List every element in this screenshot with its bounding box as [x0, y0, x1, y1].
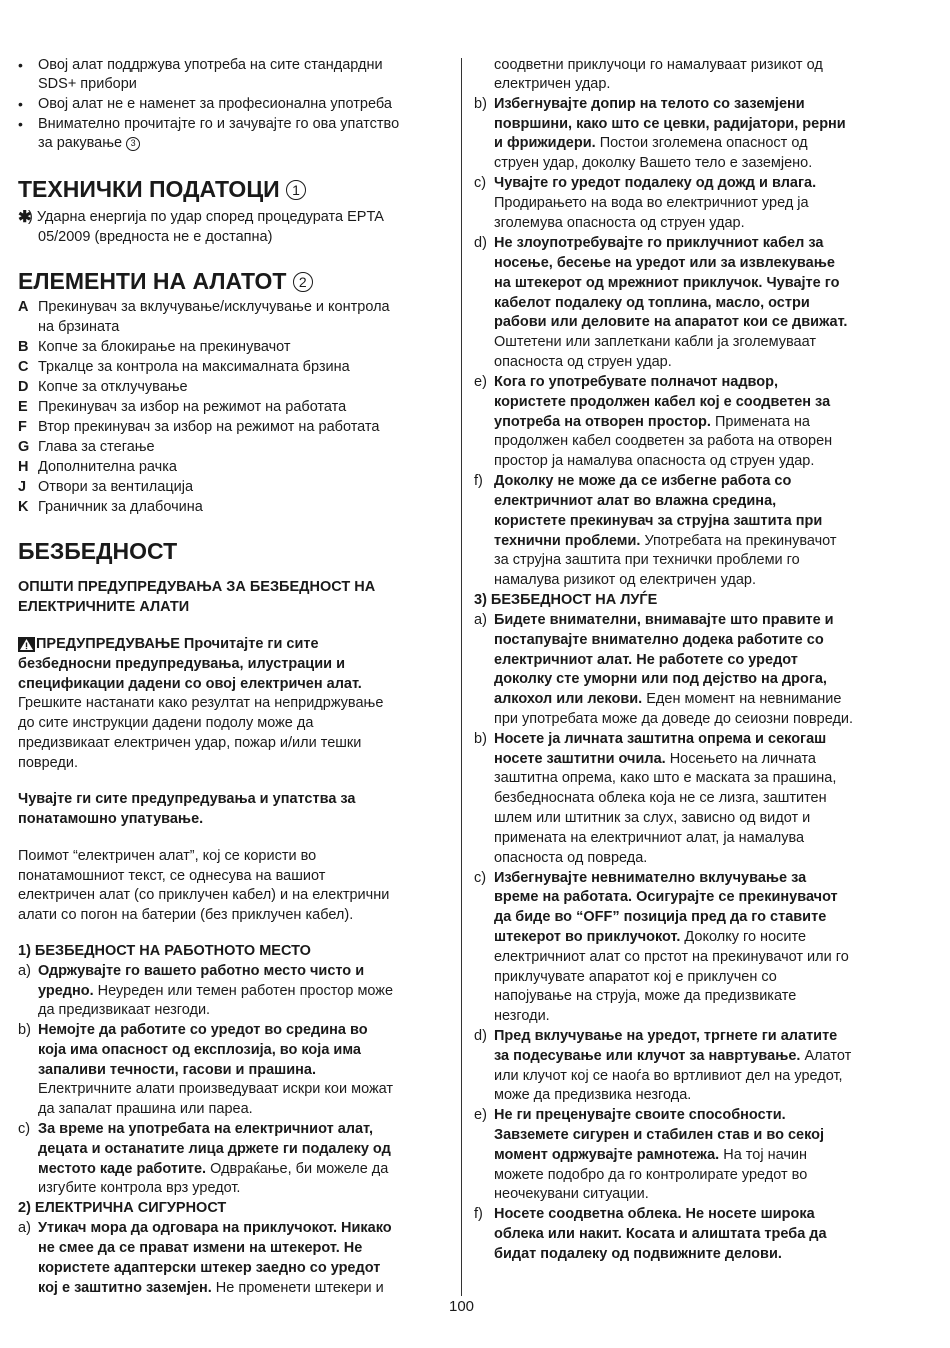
rule-line: Електричните алати произведуваат искри кои можат — [38, 1081, 394, 1097]
rule-line: незгоди. — [494, 1008, 550, 1024]
item-label: f) — [474, 473, 483, 489]
intro-line: Внимателно прочитајте го и зачувајте го ова упатство — [38, 116, 400, 132]
rule-bold-line: не смее да се прават измени на штекерот. Не — [38, 1240, 363, 1256]
rule-bold-line: Бидете внимателни, внимавајте што правите и — [494, 612, 834, 628]
rule-line: намалува ризикот од електричен удар. — [494, 572, 756, 588]
tech-data-heading: ТЕХНИЧКИ ПОДАТОЦИ 1 — [18, 176, 306, 202]
rule-line: опасноста од повреда. — [494, 850, 648, 866]
term-definition-line: Поимот “електричен алат”, кој се користи во — [18, 848, 317, 864]
rule-bold-line: користете продолжен кабел кој е соодветен за — [494, 394, 831, 410]
bullet: • — [18, 116, 23, 132]
keep-instructions-line: Чувајте ги сите предупредувања и упатства за — [18, 791, 356, 807]
rule-line: носете заштитни очила. Носењето на личната — [494, 751, 816, 767]
rule-line: може да предизвика незгода. — [494, 1087, 692, 1103]
rule-line: употреба на отворен простор. Примената на — [494, 414, 810, 430]
rule-line: зголемува опасноста од струен удар. — [494, 215, 745, 231]
rule-line: местото каде работите. Одвраќање, би можеле да — [38, 1161, 389, 1177]
figure-ref-3: 3 — [126, 137, 140, 151]
element-text: Тркалце за контрола на максималната брзина — [38, 359, 350, 375]
rule-bold-line: електричниот алат во влажна средина, — [494, 493, 777, 509]
item-label: d) — [474, 1028, 487, 1044]
rule-line: соодветни приклучоци го намалуваат ризикот од — [494, 57, 823, 73]
item-label: f) — [474, 1206, 483, 1222]
rule-bold-line: Кога го употребувате полначот надвор, — [494, 374, 778, 390]
element-text: Глава за стегање — [38, 439, 155, 455]
item-label: a) — [474, 612, 487, 628]
rule-line: момент одржувајте рамнотежа. На тој начин — [494, 1147, 808, 1163]
rule-line: безбедносната облека која не се лизга, заштитен — [494, 790, 827, 806]
bullet: • — [18, 96, 23, 112]
item-label: c) — [474, 870, 487, 886]
rule-bold-line: Не злоупотребувајте го приклучниот кабел за — [494, 235, 824, 251]
rule-line: при употребата може да доведе до сеиозни повреди. — [494, 711, 854, 727]
rule-bold-line: која има опасност од експлозија, во која има — [38, 1042, 361, 1058]
rule-bold-line: бидат подалеку од подвижните делови. — [494, 1246, 782, 1262]
warning-bold-line: спецификации дадени со овој електричен алат. — [18, 676, 362, 692]
rule-bold-line: на штекерот од мрежниот приклучок. Чувајте го — [494, 275, 840, 291]
rule-line: штекерот во приклучокот. Доколку го носите — [494, 929, 807, 945]
item-label: c) — [18, 1121, 31, 1137]
rule-bold-line: Избегнувајте допир на телото со заземјени — [494, 96, 805, 112]
element-label: C — [18, 359, 29, 375]
rule-bold-line: облека или накит. Косата и алиштата треба да — [494, 1226, 827, 1242]
safety-subheading: ЕЛЕКТРИЧНИТЕ АЛАТИ — [18, 599, 190, 615]
rule-bold-line: Утикач мора да одговара на приклучокот. Никако — [38, 1220, 392, 1236]
rule-bold-line: електричниот алат. Не работете со уредот — [494, 652, 798, 668]
item-label: e) — [474, 374, 487, 390]
rule-bold-line: време на работата. Осигурајте се прекинувачот — [494, 889, 838, 905]
rule-bold-line: Пред вклучување на уредот, тргнете ги алатите — [494, 1028, 838, 1044]
rule-bold-line: рабови или деловите на апаратот кои се движат. — [494, 314, 848, 330]
item-label: e) — [474, 1107, 487, 1123]
rule-line: можете подобро да го контролирате уредот во — [494, 1167, 808, 1183]
item-label: d) — [474, 235, 487, 251]
rule-line: струен удар, доколку Вашето тело е заземјено. — [494, 155, 813, 171]
intro-line: SDS+ прибори — [38, 76, 137, 92]
rule-line: приклучувате апаратот кој е приклучен со — [494, 969, 777, 985]
rule-bold-line: површини, како што се цевки, радијатори, рерни — [494, 116, 846, 132]
column-divider — [461, 58, 462, 1296]
asterisk-icon: ✱ — [18, 209, 32, 226]
element-label: K — [18, 499, 29, 515]
rule-bold-line: доколку сте уморни или под дејство на дрога, — [494, 671, 827, 687]
element-text: Втор прекинувач за избор на режимот на работата — [38, 419, 380, 435]
figure-ref-1: 1 — [286, 180, 306, 200]
element-label: D — [18, 379, 29, 395]
rule-bold-line: постапувајте внимателно додека работите со — [494, 632, 824, 648]
element-text: Прекинувач за избор на режимот на работата — [38, 399, 347, 415]
warning-triangle-icon — [18, 637, 35, 656]
rule-line: Продирањето на вода во електричниот уред ја — [494, 195, 809, 211]
element-text: Граничник за длабочина — [38, 499, 203, 515]
safety-subheading: ОПШТИ ПРЕДУПРЕДУВАЊА ЗА БЕЗБЕДНОСТ НА — [18, 579, 376, 595]
rule-line: или клучот кој се наоѓа во вртливиот дел на уредот, — [494, 1068, 843, 1084]
rule-bold-line: Немојте да работите со уредот во средина во — [38, 1022, 368, 1038]
item-label: b) — [18, 1022, 31, 1038]
keep-instructions-line: понатамошно упатување. — [18, 811, 204, 827]
rule-line: за подесување или клучот за навртување. Алатот — [494, 1048, 852, 1064]
rule-bold-line: Носете ја личната заштитна опрема и секогаш — [494, 731, 827, 747]
rule-bold-line: носење, бесење на уредот или за извлекување — [494, 255, 835, 271]
element-label: E — [18, 399, 28, 415]
item-label: c) — [474, 175, 487, 191]
rule-line: продолжен кабел соодветен за работа на отворен — [494, 433, 833, 449]
element-label: F — [18, 419, 27, 435]
intro-line: Овој алат поддржува употреба на сите стандардни — [38, 57, 383, 73]
rule-bold-line: користете адаптерски штекер заедно со уредот — [38, 1260, 381, 1276]
tech-note-line: 05/2009 (вредноста не е достапна) — [38, 229, 273, 245]
rule-line: напојување на струја, може да предизвикате — [494, 988, 797, 1004]
elements-heading: ЕЛЕМЕНТИ НА АЛАТОТ 2 — [18, 268, 313, 294]
element-label: G — [18, 439, 30, 455]
rule-bold-line: Доколку не може да се избегне работа со — [494, 473, 792, 489]
section-3-title: 3) БЕЗБЕДНОСТ НА ЛУЃЕ — [474, 592, 658, 608]
warning-text-line: повреди. — [18, 755, 79, 771]
rule-line: електричен удар. — [494, 76, 611, 92]
page-number: 100 — [449, 1298, 475, 1315]
rule-bold-line: Одржувајте го вашето работно место чисто и — [38, 963, 365, 979]
rule-line: уредно. Неуреден или темен работен простор може — [38, 983, 394, 999]
element-label: B — [18, 339, 29, 355]
rule-bold-line: запаливи течности, гасови и прашина. — [38, 1062, 317, 1078]
element-label: A — [18, 299, 29, 315]
element-text: Дополнителна рачка — [38, 459, 177, 475]
warning-text-line: Грешките настанати како резултат на непридржување — [18, 695, 384, 711]
element-text: Отвори за вентилација — [38, 479, 194, 495]
rule-line: примената на електричниот алат, ја намалува — [494, 830, 805, 846]
rule-bold-line: Носете соодветна облека. Не носете широка — [494, 1206, 815, 1222]
intro-line: Овој алат не е наменет за професионална употреба — [38, 96, 392, 112]
warning-text-line: предизвикаат електричен удар, пожар и/или тешки — [18, 735, 362, 751]
rule-bold-line: да биде во “OFF” позиција пред да го ставите — [494, 909, 827, 925]
rule-line: технични проблеми. Употребата на прекинувачот — [494, 533, 837, 549]
warning-bold-line: ПРЕДУПРЕДУВАЊЕ Прочитајте ги сите — [36, 636, 319, 652]
warning-bold-line: безбедносни предупредувања, илустрации и — [18, 656, 345, 672]
section-2-title: 2) ЕЛЕКТРИЧНА СИГУРНОСТ — [18, 1200, 227, 1216]
term-definition-line: електричен алат (со приклучен кабел) и на електрични — [18, 887, 390, 903]
item-label: a) — [18, 963, 31, 979]
element-text: Копче за блокирање на прекинувачот — [38, 339, 291, 355]
safety-heading: БЕЗБЕДНОСТ — [18, 538, 178, 564]
rule-bold-line: кабелот подалеку од топлина, масло, остри — [494, 295, 810, 311]
rule-line: изгубите контрола врз уредот. — [38, 1180, 241, 1196]
rule-line: опасноста од струен удар. — [494, 354, 672, 370]
rule-line: простор ја намалува опасноста од струен удар. — [494, 453, 815, 469]
section-1-title: 1) БЕЗБЕДНОСТ НА РАБОТНОТО МЕСТО — [18, 943, 311, 959]
rule-bold-line: децата и останатите лица држете ги подалеку од — [38, 1141, 391, 1157]
rule-line: за струјна заштита при технички проблеми го — [494, 552, 800, 568]
rule-bold-line: Не ги преценувајте своите способности. — [494, 1107, 786, 1123]
rule-line: електричниот алат со прстот на прекинувачот или го — [494, 949, 849, 965]
rule-line: и фрижидери. Постои зголемена опасност од — [494, 135, 808, 151]
term-definition-line: алати со погон на батерии (без приклучен кабел). — [18, 907, 354, 923]
element-text: Прекинувач за вклучување/исклучување и контрола — [38, 299, 390, 315]
rule-line: да предизвикаат незгоди. — [38, 1002, 211, 1018]
rule-line: кој е заштитно заземјен. Не променети штекери и — [38, 1280, 384, 1296]
rule-bold-line: користете прекинувач за струјна заштита при — [494, 513, 823, 529]
element-label: H — [18, 459, 29, 475]
warning-text-line: до сите инструкции дадени подолу може да — [18, 715, 314, 731]
term-definition-line: понатамошниот текст, се однесува на вашиот — [18, 868, 326, 884]
rule-bold-line: За време на употребата на електричниот алат, — [38, 1121, 374, 1137]
rule-bold-line: Чувајте го уредот подалеку од дожд и влага. — [494, 175, 817, 191]
rule-line: неочекувани ситуации. — [494, 1186, 649, 1202]
intro-line: за ракување 3 — [38, 134, 140, 153]
item-label: b) — [474, 731, 487, 747]
rule-line: шлем или штитник за слух, зависно од видот и — [494, 810, 811, 826]
element-text: на брзината — [38, 319, 120, 335]
rule-line: алкохол или лекови. Еден момент на невнимание — [494, 691, 842, 707]
rule-line: Оштетени или заплеткани кабли ја зголемуваат — [494, 334, 816, 350]
item-label: a) — [18, 1220, 31, 1236]
figure-ref-2: 2 — [293, 272, 313, 292]
bullet: • — [18, 57, 23, 73]
rule-bold-line: Избегнувајте невнимателно вклучување за — [494, 870, 807, 886]
rule-line: да запалат прашина или пареа. — [38, 1101, 253, 1117]
item-label: b) — [474, 96, 487, 112]
rule-bold-line: Завземете сигурен и стабилен став и во секој — [494, 1127, 825, 1143]
element-label: J — [18, 479, 27, 495]
tech-note-line: ) Ударна енергија по удар според процедурата EPTA — [28, 209, 384, 225]
rule-line: заштитна опрема, како што е маската за прашина, — [494, 770, 837, 786]
element-text: Копче за отклучување — [38, 379, 188, 395]
